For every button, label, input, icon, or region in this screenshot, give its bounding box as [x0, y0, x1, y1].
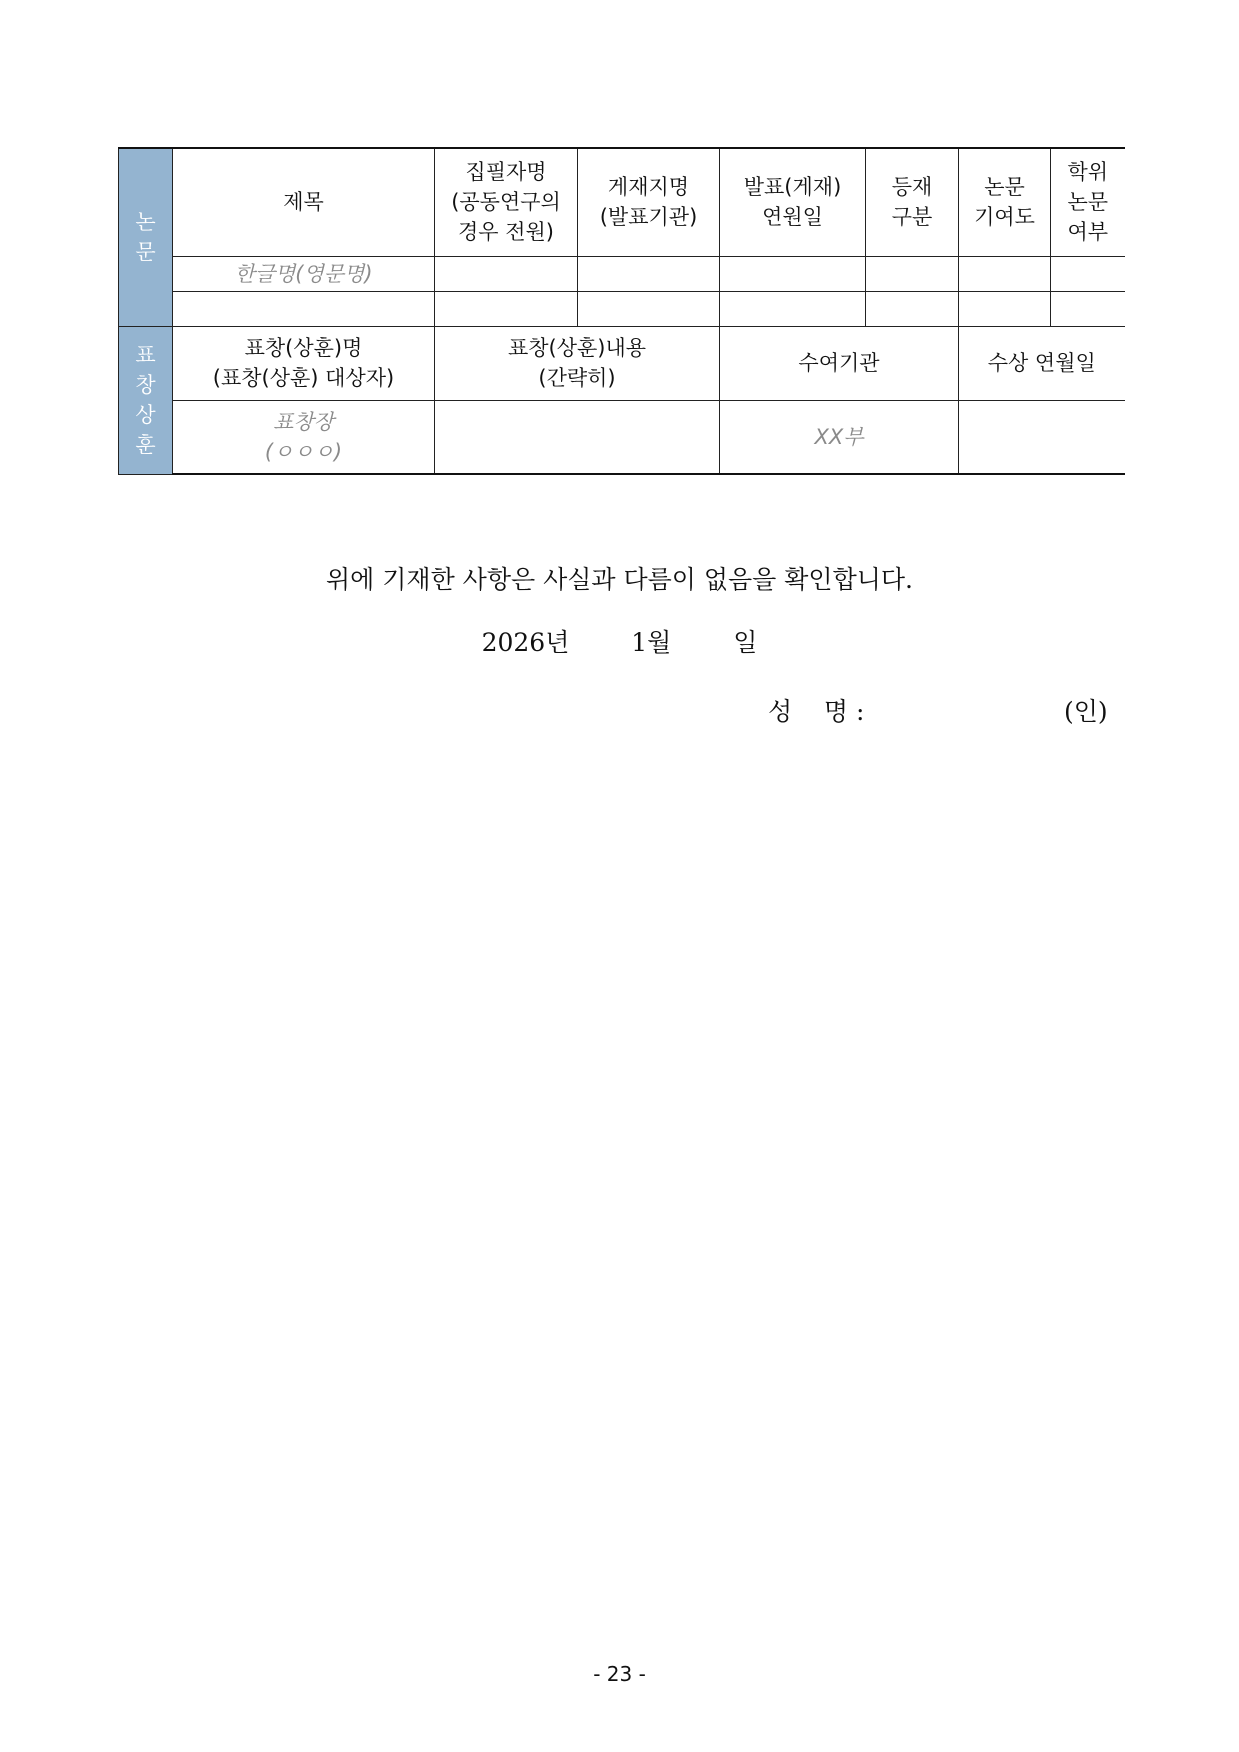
- award-name-cell[interactable]: 표창장 (ㅇㅇㅇ): [173, 400, 435, 474]
- achievement-table: [118, 147, 1125, 475]
- paper-journal-cell[interactable]: [578, 256, 720, 291]
- header-award-date: 수상 연월일: [959, 326, 1125, 400]
- awards-header-row: [119, 326, 1125, 400]
- date-day[interactable]: 일: [733, 628, 758, 657]
- paper-row: [119, 291, 1125, 326]
- header-award-name: 표창(상훈)명 (표창(상훈) 대상자): [173, 326, 435, 400]
- awards-side-label: 표 창 상 훈: [119, 326, 173, 474]
- date-month[interactable]: 1월: [631, 628, 672, 657]
- name-label: 성 명 :: [768, 697, 865, 726]
- award-row: [119, 400, 1125, 474]
- papers-side-label: 논 문: [119, 148, 173, 326]
- papers-header-row: [119, 148, 1125, 256]
- paper-date-cell[interactable]: [720, 256, 866, 291]
- award-agency-cell[interactable]: XX부: [720, 400, 959, 474]
- paper-title-cell[interactable]: [173, 291, 435, 326]
- paper-row: [119, 256, 1125, 291]
- paper-title-cell[interactable]: 한글명(영문명): [173, 256, 435, 291]
- paper-contribution-cell[interactable]: [959, 291, 1051, 326]
- paper-contribution-cell[interactable]: [959, 256, 1051, 291]
- paper-thesis-cell[interactable]: [1051, 256, 1125, 291]
- paper-journal-cell[interactable]: [578, 291, 720, 326]
- header-contribution: 논문 기여도: [959, 148, 1051, 256]
- date-year[interactable]: 2026년: [481, 628, 570, 657]
- header-publish-date: 발표(게재) 연원일: [720, 148, 866, 256]
- paper-authors-cell[interactable]: [435, 256, 578, 291]
- page-number: - 23 -: [593, 1662, 646, 1686]
- header-journal: 게재지명 (발표기관): [578, 148, 720, 256]
- paper-date-cell[interactable]: [720, 291, 866, 326]
- header-index-type: 등재 구분: [866, 148, 959, 256]
- confirmation-statement: 위에 기재한 사항은 사실과 다름이 없음을 확인합니다.: [326, 565, 913, 594]
- seal-mark[interactable]: (인): [1064, 697, 1108, 726]
- award-content-cell[interactable]: [435, 400, 720, 474]
- confirmation-date: [0, 623, 1239, 659]
- award-date-cell[interactable]: [959, 400, 1125, 474]
- paper-thesis-cell[interactable]: [1051, 291, 1125, 326]
- header-title: 제목: [173, 148, 435, 256]
- paper-index-cell[interactable]: [866, 256, 959, 291]
- header-authors: 집필자명 (공동연구의 경우 전원): [435, 148, 578, 256]
- header-award-agency: 수여기관: [720, 326, 959, 400]
- header-thesis: 학위 논문 여부: [1051, 148, 1125, 256]
- paper-authors-cell[interactable]: [435, 291, 578, 326]
- header-award-content: 표창(상훈)내용 (간략히): [435, 326, 720, 400]
- paper-index-cell[interactable]: [866, 291, 959, 326]
